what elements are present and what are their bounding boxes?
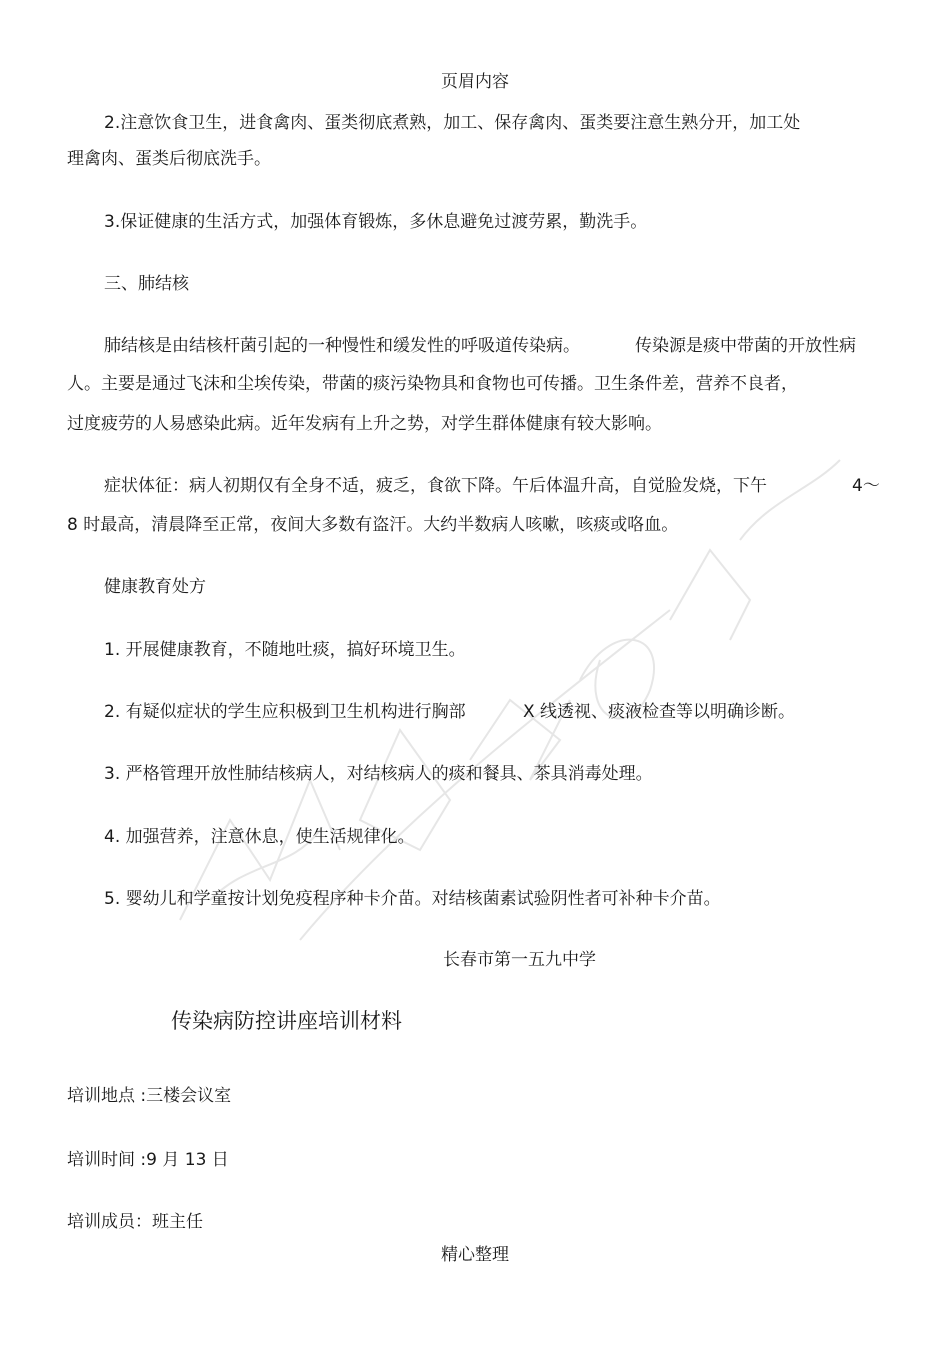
page-footer: 精心整理 [441,1245,509,1265]
paragraph-line: 8 时最高，清晨降至正常，夜间大多数有盗汗。大约半数病人咳嗽，咳痰或咯血。 [67,515,679,535]
paragraph-line: 4～ [852,476,880,496]
page-header: 页眉内容 [441,72,509,92]
paragraph-line: 肺结核是由结核杆菌引起的一种慢性和缓发性的呼吸道传染病。 [104,336,580,356]
document-title: 传染病防控讲座培训材料 [171,1009,402,1033]
paragraph-line: 传染源是痰中带菌的开放性病 [635,336,856,356]
list-item: 3. 严格管理开放性肺结核病人，对结核病人的痰和餐具、茶具消毒处理。 [104,764,653,784]
list-item: 5. 婴幼儿和学童按计划免疫程序种卡介苗。对结核菌素试验阴性者可补种卡介苗。 [104,889,721,909]
paragraph-line: 理禽肉、蛋类后彻底洗手。 [67,149,271,169]
training-members: 培训成员：班主任 [67,1212,203,1232]
subsection-heading: 健康教育处方 [104,577,206,597]
paragraph-line: 人。主要是通过飞沫和尘埃传染，带菌的痰污染物具和食物也可传播。卫生条件差，营养不良者， [67,374,798,394]
training-location: 培训地点 :三楼会议室 [67,1086,232,1106]
training-time: 培训时间 :9 月 13 日 [67,1150,229,1170]
section-heading: 三、肺结核 [104,274,189,294]
paragraph-line: 症状体征：病人初期仅有全身不适，疲乏，食欲下降。午后体温升高，自觉脸发烧，下午 [104,476,767,496]
paragraph-line: 2.注意饮食卫生，进食禽肉、蛋类彻底煮熟，加工、保存禽肉、蛋类要注意生熟分开，加工处 [104,113,801,133]
list-item: 2. 有疑似症状的学生应积极到卫生机构进行胸部 [104,702,466,722]
list-item: 4. 加强营养，注意休息，使生活规律化。 [104,827,415,847]
list-item-tail: X 线透视、痰液检查等以明确诊断。 [523,702,796,722]
paragraph-line: 过度疲劳的人易感染此病。近年发病有上升之势，对学生群体健康有较大影响。 [67,414,662,434]
list-item: 1. 开展健康教育，不随地吐痰，搞好环境卫生。 [104,640,466,660]
school-name: 长春市第一五九中学 [443,950,596,970]
paragraph-line: 3.保证健康的生活方式，加强体育锻炼，多休息避免过渡劳累，勤洗手。 [104,212,648,232]
